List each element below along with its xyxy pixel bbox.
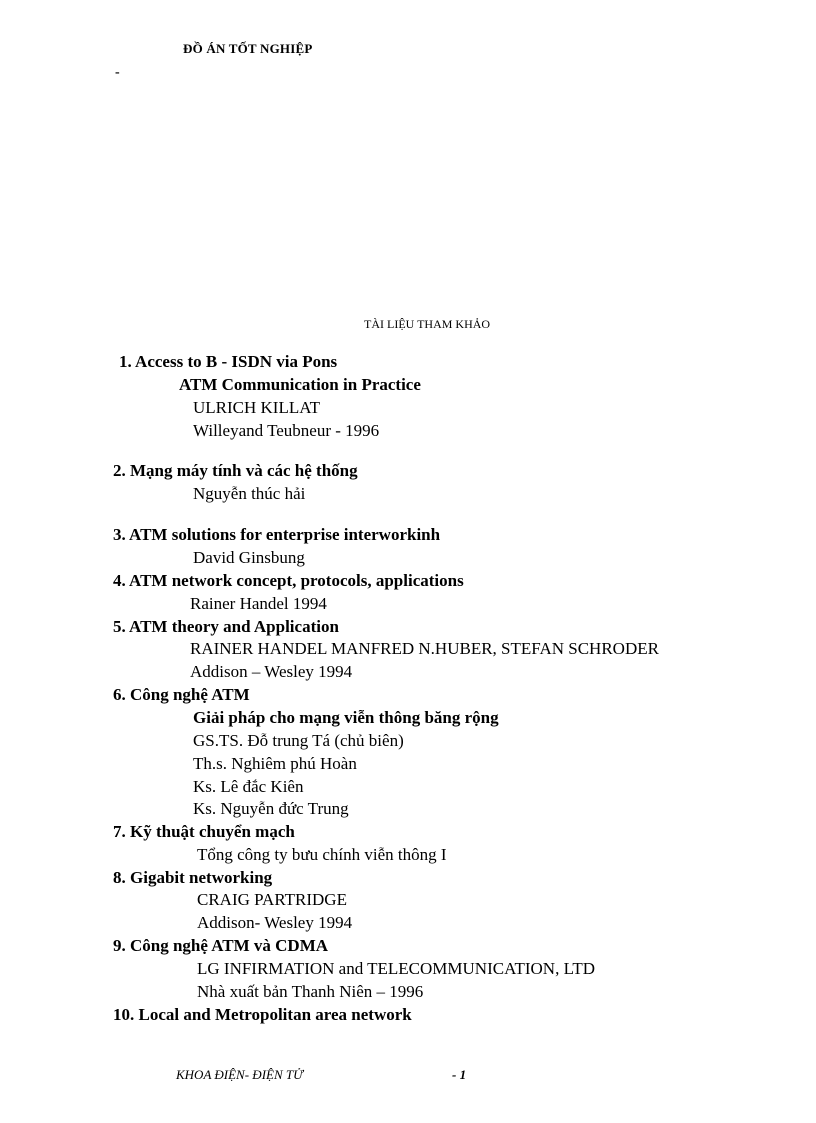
reference-9-publisher: Nhà xuất bản Thanh Niên – 1996 [197,982,424,1001]
reference-5-heading: 5. ATM theory and Application [113,617,339,636]
reference-5-authors: RAINER HANDEL MANFRED N.HUBER, STEFAN SCHRODER [190,639,659,658]
reference-6-author-4: Ks. Nguyễn đức Trung [193,799,349,818]
document-header-title: ĐỒ ÁN TỐT NGHIỆP [183,41,313,56]
header-dash: - [115,65,120,80]
reference-1-heading: 1. Access to B - ISDN via Pons [119,352,338,371]
reference-6-author-1: GS.TS. Đỗ trung Tá (chủ biên) [193,731,404,750]
reference-7-publisher: Tổng công ty bưu chính viễn thông I [197,845,447,864]
references-title: TÀI LIỆU THAM KHẢO [364,317,491,331]
reference-8-author: CRAIG PARTRIDGE [197,890,347,909]
reference-8-publisher: Addison- Wesley 1994 [197,913,353,932]
reference-6-subtitle: Giải pháp cho mạng viễn thông băng rộng [193,708,499,727]
reference-1-publisher: Willeyand Teubneur - 1996 [193,421,380,440]
footer-page-number: - 1 [452,1067,467,1082]
reference-6-author-3: Ks. Lê đắc Kiên [193,777,304,796]
reference-2-author: Nguyễn thúc hải [193,484,306,503]
reference-9-heading: 9. Công nghệ ATM và CDMA [113,936,329,955]
reference-4-heading: 4. ATM network concept, protocols, applications [113,571,464,590]
reference-2-heading: 2. Mạng máy tính và các hệ thống [113,461,358,480]
reference-1-author: ULRICH KILLAT [193,398,321,417]
reference-6-heading: 6. Công nghệ ATM [113,685,250,704]
reference-7-heading: 7. Kỹ thuật chuyển mạch [113,822,295,841]
reference-10-heading: 10. Local and Metropolitan area network [113,1005,412,1024]
footer-department: KHOA ĐIỆN- ĐIỆN TỬ [176,1067,303,1082]
reference-5-publisher: Addison – Wesley 1994 [190,662,353,681]
reference-4-author: Rainer Handel 1994 [190,594,327,613]
reference-9-author: LG INFIRMATION and TELECOMMUNICATION, LTD [197,959,596,978]
reference-1-subtitle: ATM Communication in Practice [179,375,421,394]
reference-3-author: David Ginsbung [193,548,305,567]
reference-8-heading: 8. Gigabit networking [113,868,273,887]
reference-3-heading: 3. ATM solutions for enterprise interworkinh [113,525,441,544]
reference-6-author-2: Th.s. Nghiêm phú Hoàn [193,754,357,773]
